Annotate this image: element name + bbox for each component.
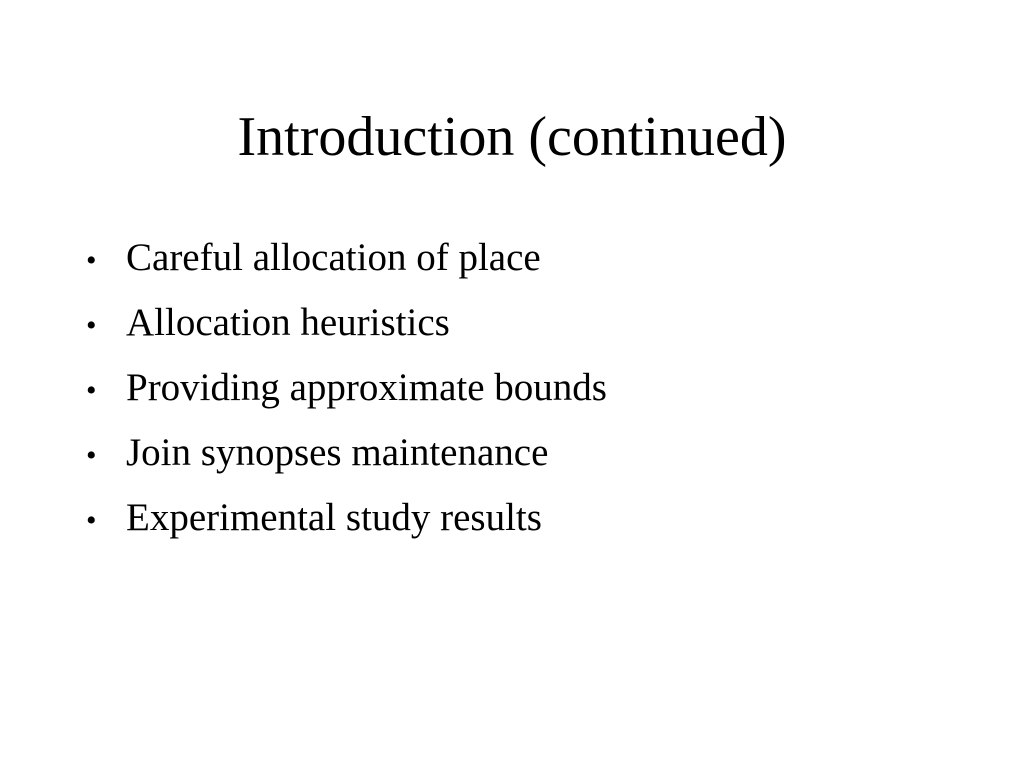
bullet-list [86, 229, 607, 554]
bullet-item [86, 359, 607, 424]
bullet-text: Allocation heuristics [126, 301, 450, 344]
bullet-marker: • [86, 244, 97, 277]
bullet-text: Join synopses maintenance [126, 431, 549, 474]
bullet-text: Providing approximate bounds [126, 366, 607, 409]
bullet-marker: • [86, 504, 97, 537]
slide-title: Introduction (continued) [237, 106, 787, 168]
bullet-item [86, 489, 607, 554]
bullet-marker: • [86, 374, 97, 407]
bullet-item [86, 294, 607, 359]
bullet-text: Careful allocation of place [126, 236, 541, 279]
bullet-text: Experimental study results [126, 496, 542, 539]
bullet-marker: • [86, 309, 97, 342]
bullet-item [86, 229, 607, 294]
bullet-marker: • [86, 439, 97, 472]
bullet-item [86, 424, 607, 489]
